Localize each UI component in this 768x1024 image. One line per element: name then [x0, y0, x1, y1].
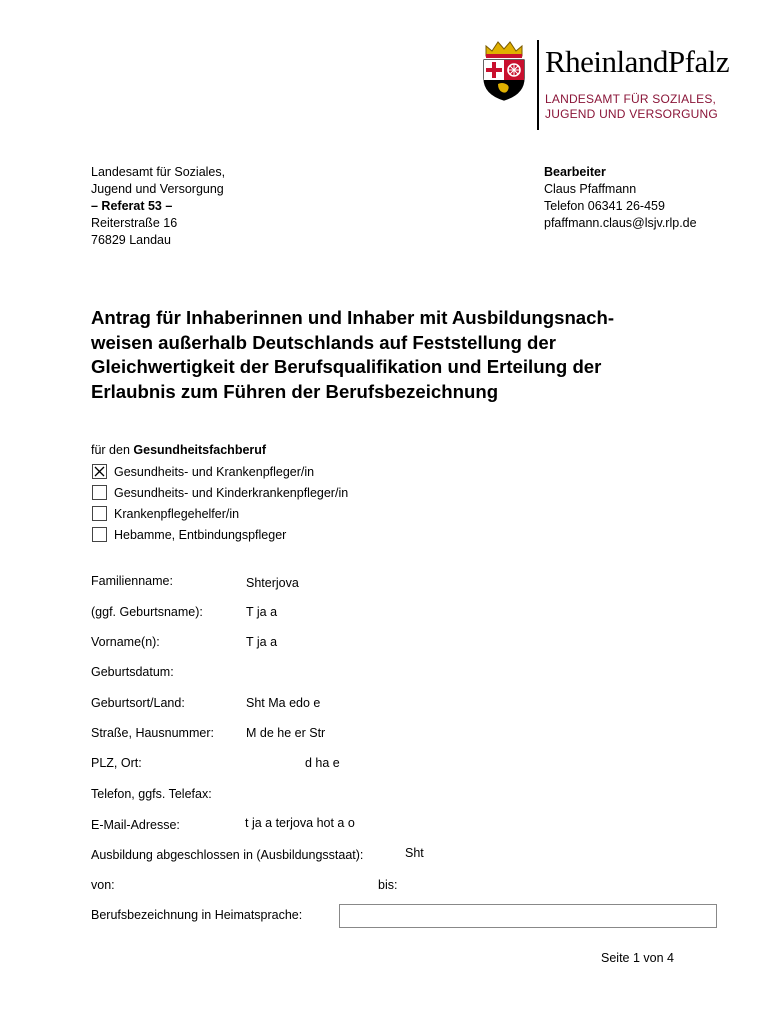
- contact-email[interactable]: pfaffmann.claus@lsjv.rlp.de: [544, 216, 697, 230]
- contact-block: [544, 164, 697, 232]
- contact-phone: Telefon 06341 26-459: [544, 199, 665, 213]
- address-line: Landesamt für Soziales,: [91, 165, 226, 179]
- brand-wordmark: RheinlandPfalz: [545, 44, 730, 79]
- checkmark-x-icon: [94, 466, 105, 477]
- checkbox[interactable]: [92, 506, 107, 521]
- telefon-label: Telefon, ggfs. Telefax:: [91, 787, 212, 801]
- profession-option[interactable]: [92, 461, 348, 482]
- plz-ort-field[interactable]: d ha e: [305, 756, 340, 770]
- ausbildung-field[interactable]: Sht: [405, 846, 424, 860]
- document-title: [91, 306, 711, 404]
- bis-label: bis:: [378, 878, 398, 892]
- profession-heading: [91, 443, 266, 457]
- von-label: von:: [91, 878, 115, 892]
- vorname-label: Vorname(n):: [91, 635, 160, 649]
- geburtsname-label: (ggf. Geburtsname):: [91, 605, 203, 619]
- geburtsort-label: Geburtsort/Land:: [91, 696, 185, 710]
- contact-title: Bearbeiter: [544, 165, 606, 179]
- agency-name: [545, 92, 718, 122]
- checkbox-checked[interactable]: [92, 464, 107, 479]
- title-line: Erlaubnis zum Führen der Berufsbezeichnung: [91, 380, 499, 402]
- title-line: weisen außerhalb Deutschlands auf Feststellung der: [91, 331, 556, 353]
- page-number: Seite 1 von 4: [601, 951, 674, 965]
- agency-line-2: JUGEND UND VERSORGUNG: [545, 107, 718, 121]
- title-line: Gleichwertigkeit der Berufsqualifikation und Erteilung der: [91, 356, 602, 377]
- vorname-field[interactable]: T ja a: [246, 635, 278, 649]
- profession-options: [92, 461, 348, 545]
- geburtsdatum-label: Geburtsdatum:: [91, 665, 174, 679]
- checkbox[interactable]: [92, 527, 107, 542]
- strasse-label: Straße, Hausnummer:: [91, 726, 214, 740]
- familienname-label: Familienname:: [91, 574, 173, 588]
- geburtsort-field[interactable]: Sht Ma edo e: [246, 696, 321, 710]
- address-street: Reiterstraße 16: [91, 216, 178, 230]
- ausbildung-label: Ausbildung abgeschlossen in (Ausbildungsstaat):: [91, 848, 364, 862]
- address-department: – Referat 53 –: [91, 199, 173, 213]
- option-label: Krankenpflegehelfer/in: [114, 506, 240, 521]
- agency-line-1: LANDESAMT FÜR SOZIALES,: [545, 92, 717, 106]
- contact-name: Claus Pfaffmann: [544, 182, 637, 196]
- geburtsname-field[interactable]: T ja a: [246, 605, 278, 619]
- familienname-field[interactable]: Shterjova: [246, 576, 299, 590]
- email-label: E-Mail-Adresse:: [91, 818, 180, 832]
- profession-option[interactable]: [92, 524, 348, 545]
- email-field[interactable]: t ja a terjova hot a o: [245, 816, 355, 830]
- option-label: Gesundheits- und Krankenpfleger/in: [114, 464, 315, 479]
- profession-prefix: für den: [91, 443, 130, 457]
- option-label: Gesundheits- und Kinderkrankenpfleger/in: [114, 485, 349, 500]
- recipient-address: [91, 164, 225, 249]
- strasse-field[interactable]: M de he er Str: [246, 726, 326, 740]
- title-line: Antrag für Inhaberinnen und Inhaber mit Ausbildungsnach-: [91, 307, 615, 328]
- logo: [480, 38, 730, 150]
- berufsbezeichnung-label: Berufsbezeichnung in Heimatsprache:: [91, 908, 303, 922]
- logo-divider: [537, 40, 539, 130]
- profession-option[interactable]: [92, 503, 348, 524]
- profession-label: Gesundheitsfachberuf: [133, 443, 267, 457]
- option-label: Hebamme, Entbindungspfleger: [114, 527, 287, 542]
- berufsbezeichnung-input[interactable]: [339, 904, 717, 928]
- checkbox[interactable]: [92, 485, 107, 500]
- address-line: Jugend und Versorgung: [91, 182, 224, 196]
- coat-of-arms-icon: [480, 38, 528, 102]
- profession-option[interactable]: [92, 482, 348, 503]
- plz-ort-label: PLZ, Ort:: [91, 756, 142, 770]
- address-city: 76829 Landau: [91, 233, 171, 247]
